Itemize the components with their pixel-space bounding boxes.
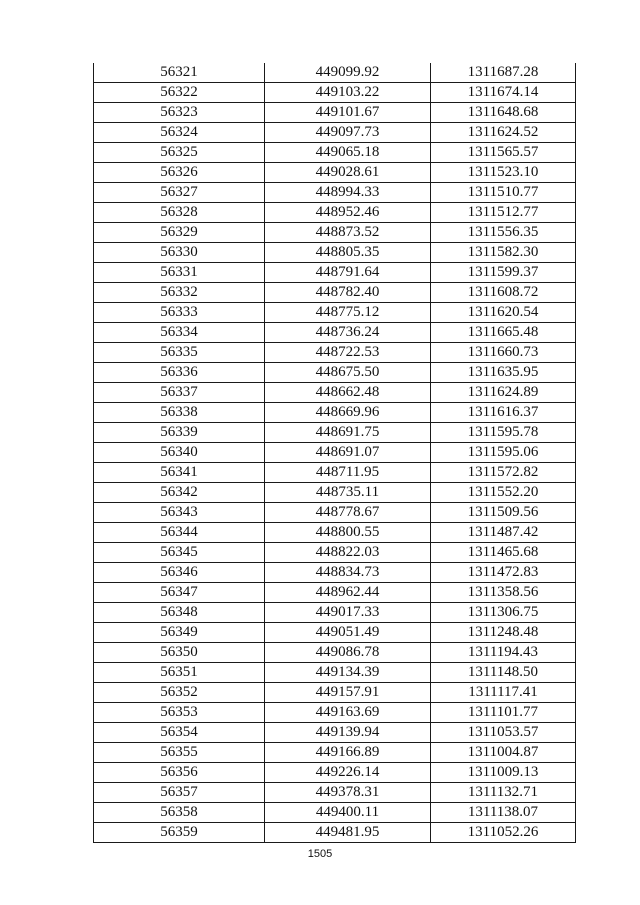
x-coordinate-cell: 448691.07 [265,443,431,463]
x-coordinate-cell: 448873.52 [265,223,431,243]
point-number-cell: 56330 [94,243,265,263]
y-coordinate-cell: 1311665.48 [431,323,576,343]
x-coordinate-cell: 449400.11 [265,803,431,823]
table-row [94,83,576,103]
table-row [94,683,576,703]
y-coordinate-cell: 1311248.48 [431,623,576,643]
y-coordinate-cell: 1311687.28 [431,63,576,83]
point-number-cell: 56351 [94,663,265,683]
x-coordinate-cell: 448834.73 [265,563,431,583]
x-coordinate-cell: 448691.75 [265,423,431,443]
x-coordinate-cell: 448800.55 [265,523,431,543]
y-coordinate-cell: 1311565.57 [431,143,576,163]
table-row [94,523,576,543]
table-row [94,723,576,743]
coordinate-table-body [94,63,576,843]
y-coordinate-cell: 1311552.20 [431,483,576,503]
x-coordinate-cell: 449101.67 [265,103,431,123]
y-coordinate-cell: 1311512.77 [431,203,576,223]
table-row [94,363,576,383]
y-coordinate-cell: 1311582.30 [431,243,576,263]
table-row [94,163,576,183]
table-row [94,223,576,243]
x-coordinate-cell: 448722.53 [265,343,431,363]
point-number-cell: 56334 [94,323,265,343]
table-row [94,263,576,283]
y-coordinate-cell: 1311148.50 [431,663,576,683]
x-coordinate-cell: 449166.89 [265,743,431,763]
x-coordinate-cell: 448675.50 [265,363,431,383]
coordinate-table [93,63,576,843]
table-row [94,63,576,83]
point-number-cell: 56342 [94,483,265,503]
table-row [94,543,576,563]
y-coordinate-cell: 1311101.77 [431,703,576,723]
x-coordinate-cell: 448791.64 [265,263,431,283]
table-row [94,563,576,583]
table-row [94,243,576,263]
point-number-cell: 56328 [94,203,265,223]
table-row [94,603,576,623]
table-row [94,403,576,423]
y-coordinate-cell: 1311009.13 [431,763,576,783]
y-coordinate-cell: 1311616.37 [431,403,576,423]
y-coordinate-cell: 1311635.95 [431,363,576,383]
y-coordinate-cell: 1311648.68 [431,103,576,123]
table-row [94,703,576,723]
y-coordinate-cell: 1311132.71 [431,783,576,803]
point-number-cell: 56347 [94,583,265,603]
table-row [94,643,576,663]
point-number-cell: 56343 [94,503,265,523]
point-number-cell: 56350 [94,643,265,663]
x-coordinate-cell: 448782.40 [265,283,431,303]
x-coordinate-cell: 449163.69 [265,703,431,723]
point-number-cell: 56358 [94,803,265,823]
y-coordinate-cell: 1311117.41 [431,683,576,703]
x-coordinate-cell: 448962.44 [265,583,431,603]
y-coordinate-cell: 1311599.37 [431,263,576,283]
table-row [94,583,576,603]
y-coordinate-cell: 1311194.43 [431,643,576,663]
point-number-cell: 56352 [94,683,265,703]
point-number-cell: 56357 [94,783,265,803]
y-coordinate-cell: 1311465.68 [431,543,576,563]
y-coordinate-cell: 1311556.35 [431,223,576,243]
point-number-cell: 56359 [94,823,265,843]
point-number-cell: 56349 [94,623,265,643]
y-coordinate-cell: 1311052.26 [431,823,576,843]
x-coordinate-cell: 448735.11 [265,483,431,503]
point-number-cell: 56353 [94,703,265,723]
point-number-cell: 56338 [94,403,265,423]
table-row [94,443,576,463]
table-row [94,423,576,443]
y-coordinate-cell: 1311004.87 [431,743,576,763]
x-coordinate-cell: 449378.31 [265,783,431,803]
point-number-cell: 56322 [94,83,265,103]
x-coordinate-cell: 449103.22 [265,83,431,103]
x-coordinate-cell: 449097.73 [265,123,431,143]
x-coordinate-cell: 448711.95 [265,463,431,483]
point-number-cell: 56341 [94,463,265,483]
y-coordinate-cell: 1311487.42 [431,523,576,543]
y-coordinate-cell: 1311624.52 [431,123,576,143]
x-coordinate-cell: 449051.49 [265,623,431,643]
x-coordinate-cell: 449481.95 [265,823,431,843]
y-coordinate-cell: 1311523.10 [431,163,576,183]
table-row [94,143,576,163]
table-row [94,203,576,223]
point-number-cell: 56354 [94,723,265,743]
point-number-cell: 56332 [94,283,265,303]
table-row [94,783,576,803]
table-row [94,463,576,483]
x-coordinate-cell: 449157.91 [265,683,431,703]
y-coordinate-cell: 1311674.14 [431,83,576,103]
x-coordinate-cell: 449086.78 [265,643,431,663]
table-row [94,323,576,343]
y-coordinate-cell: 1311509.56 [431,503,576,523]
point-number-cell: 56355 [94,743,265,763]
point-number-cell: 56326 [94,163,265,183]
table-row [94,503,576,523]
point-number-cell: 56336 [94,363,265,383]
x-coordinate-cell: 448669.96 [265,403,431,423]
y-coordinate-cell: 1311138.07 [431,803,576,823]
table-row [94,663,576,683]
x-coordinate-cell: 448662.48 [265,383,431,403]
y-coordinate-cell: 1311053.57 [431,723,576,743]
point-number-cell: 56340 [94,443,265,463]
y-coordinate-cell: 1311660.73 [431,343,576,363]
x-coordinate-cell: 449139.94 [265,723,431,743]
point-number-cell: 56324 [94,123,265,143]
table-row [94,343,576,363]
table-row [94,383,576,403]
point-number-cell: 56337 [94,383,265,403]
point-number-cell: 56333 [94,303,265,323]
table-row [94,183,576,203]
y-coordinate-cell: 1311472.83 [431,563,576,583]
y-coordinate-cell: 1311608.72 [431,283,576,303]
point-number-cell: 56323 [94,103,265,123]
x-coordinate-cell: 448952.46 [265,203,431,223]
point-number-cell: 56321 [94,63,265,83]
y-coordinate-cell: 1311306.75 [431,603,576,623]
x-coordinate-cell: 449099.92 [265,63,431,83]
point-number-cell: 56335 [94,343,265,363]
y-coordinate-cell: 1311510.77 [431,183,576,203]
point-number-cell: 56327 [94,183,265,203]
point-number-cell: 56356 [94,763,265,783]
y-coordinate-cell: 1311624.89 [431,383,576,403]
x-coordinate-cell: 449134.39 [265,663,431,683]
y-coordinate-cell: 1311595.06 [431,443,576,463]
x-coordinate-cell: 448736.24 [265,323,431,343]
table-row [94,283,576,303]
table-row [94,483,576,503]
x-coordinate-cell: 448775.12 [265,303,431,323]
x-coordinate-cell: 449065.18 [265,143,431,163]
point-number-cell: 56325 [94,143,265,163]
table-row [94,103,576,123]
point-number-cell: 56348 [94,603,265,623]
table-row [94,823,576,843]
x-coordinate-cell: 449226.14 [265,763,431,783]
x-coordinate-cell: 448805.35 [265,243,431,263]
table-row [94,743,576,763]
page-number: 1505 [307,848,333,860]
table-row [94,123,576,143]
point-number-cell: 56331 [94,263,265,283]
point-number-cell: 56346 [94,563,265,583]
point-number-cell: 56329 [94,223,265,243]
table-row [94,763,576,783]
table-row [94,623,576,643]
point-number-cell: 56345 [94,543,265,563]
y-coordinate-cell: 1311358.56 [431,583,576,603]
x-coordinate-cell: 449028.61 [265,163,431,183]
y-coordinate-cell: 1311620.54 [431,303,576,323]
y-coordinate-cell: 1311572.82 [431,463,576,483]
table-row [94,803,576,823]
y-coordinate-cell: 1311595.78 [431,423,576,443]
x-coordinate-cell: 448994.33 [265,183,431,203]
x-coordinate-cell: 448778.67 [265,503,431,523]
x-coordinate-cell: 449017.33 [265,603,431,623]
x-coordinate-cell: 448822.03 [265,543,431,563]
point-number-cell: 56339 [94,423,265,443]
table-row [94,303,576,323]
point-number-cell: 56344 [94,523,265,543]
